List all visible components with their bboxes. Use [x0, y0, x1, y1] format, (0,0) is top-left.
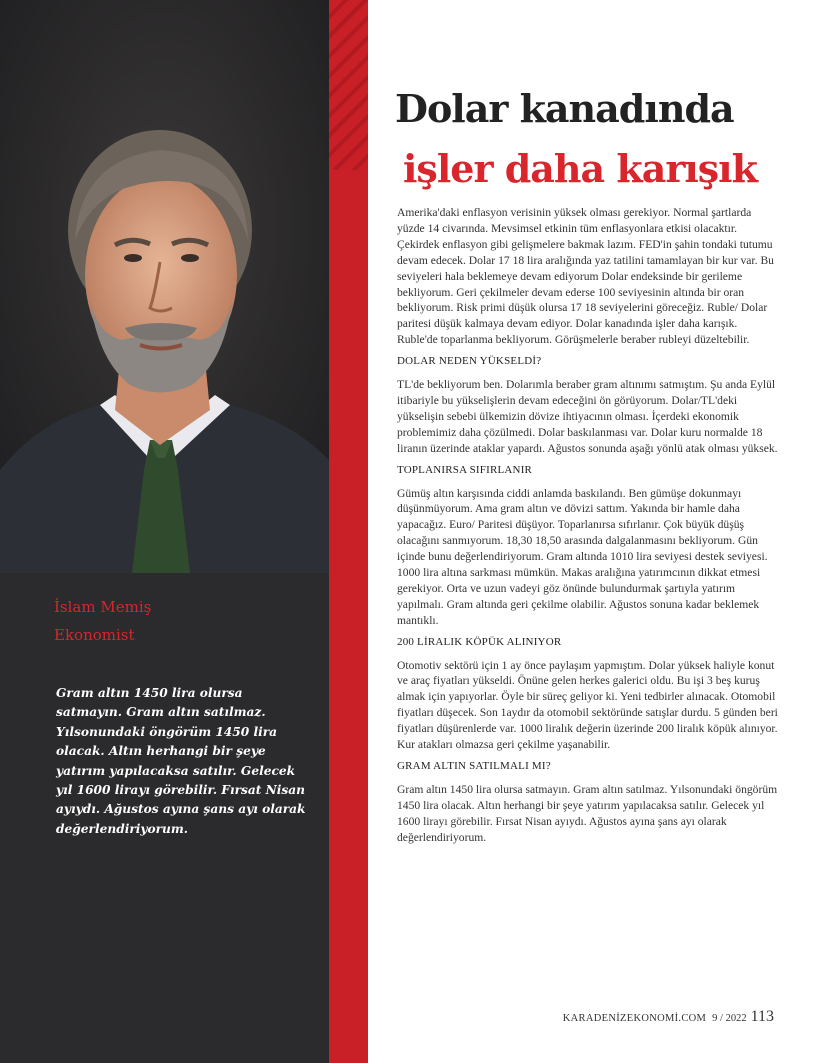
headline-line-1: Dolar kanadında — [395, 86, 734, 131]
article-body — [397, 205, 780, 852]
author-name: İslam Memiş — [54, 598, 152, 616]
section-body: Otomotiv sektörü için 1 ay önce paylaşım yapmıştım. Dolar yüksek haliyle konut ve araç fiyatları yükseldi. Önüne gelen herkes galerici oldu. Bu işi 3 beş kuruş almak için yapıyorlar. Öyle bir süreç geliyor ki. Yeni tedbirler alınacak. Otomobil fiyatları düşecek. Son 1aydır da otomobil sektöründe satışlar durdu. 5 günden beri fiyatları düşürenlerde var. 1000 liralık değerin üzerinde 200 liralık köpük alınıyor. Kur atakları olmazsa geri çekilme yaşanabilir. — [397, 658, 778, 752]
red-stripe-solid — [329, 170, 368, 1063]
article-intro: Amerika'daki enflasyon verisinin yüksek olması gerekiyor. Normal şartlarda yüzde 14 civarında. Mevsimsel etkinin tüm enflasyonlara etkisi olacaktır. Çekirdek enflasyon gibi gelişmelere bakmak lazım. FED'in şahin tondaki tutumu devam edecek. Dolar 17 18 lira aralığında yaz tatilini tamamlayan bir kur var. Bu seviyeleri hala beklemeye devam ediyorum Dolar endeksinde bir gerileme bekliyorum. Geri çekilmeler devam ederse 100 seviyesinin altında bir oran bekliyorum. Risk primi düşük olursa 17 18 seviyelerini göreceğiz. Ruble/ Dolar paritesi düşük kalmaya devam ediyor. Dolar kanadında işler daha karışık. Ruble'de toparlanma bekliyorum. Görüşmelerle beraber rubleyi düzeltebilir. — [397, 206, 774, 347]
page-number: 113 — [750, 1008, 774, 1025]
section-body: Gram altın 1450 lira olursa satmayın. Gram altın satılmaz. Yılsonundaki öngörüm 1450 lira olacak. Altın herhangi bir şeye yatırım yapılacaksa satılır. Gelecek yıl 1600 lirayı görebilir. Fırsat Nisan ayıydı. Ağustos ayına şans ayı olarak değerlendiriyorum. — [397, 782, 778, 844]
pull-quote: Gram altın 1450 lira olursa satmayın. Gram altın satılmaz. Yılsonundaki öngörüm 1450 lira olacak. Altın herhangi bir şeye yatırım yapılacaksa satılır. Gelecek yıl 1600 lirayı görebilir. Fırsat Nisan ayıydı. Ağustos ayına şans ayı olarak değerlendiriyorum. — [56, 686, 306, 836]
headline-line-2: işler daha karışık — [403, 146, 757, 191]
author-portrait — [0, 0, 329, 573]
section-heading: TOPLANIRSA SIFIRLANIR — [397, 463, 533, 476]
footer-site: KARADENİZEKONOMİ.COM — [562, 1013, 707, 1024]
footer-issue: 9 / 2022 — [712, 1013, 747, 1024]
section-heading: DOLAR NEDEN YÜKSELDİ? — [397, 355, 542, 368]
author-title: Ekonomist — [54, 626, 135, 644]
page-footer — [563, 1008, 774, 1026]
section-heading: GRAM ALTIN SATILMALI MI? — [397, 760, 551, 772]
section-heading: 200 LİRALIK KÖPÜK ALINIYOR — [397, 635, 562, 648]
section-body: TL'de bekliyorum ben. Dolarımla beraber gram altınımı satmıştım. Şu anda Eylül itibariyle bu yükselişlerin devam edeceğini ön görüyorum. Dolar/TL'deki yükselişin sebebi ülkemizin dövize ihtiyacının olması. İçerdeki ekonomik problemimiz daha çözülmedi. Dolar baskılanması var. Dolar kuru normalde 18 liranın üzerinde ataklar yapardı. Ağustos sonunda aşağı yönlü atak olması yüksek. — [397, 378, 778, 455]
section-body: Gümüş altın karşısında ciddi anlamda baskılandı. Ben gümüşe dokunmayı düşünmüyorum. Ama gram altın ve dövizi sattım. Yakında bir hamle daha yapacağız. Euro/ Paritesi düşüyor. Toparlanırsa sıfırlanır. Çok büyük düşüş olacağını sanmıyorum. 18,30 18,50 arasında dalgalanmasını bekliyorum. Gün içinde bunu değerlendiriyorum. Gram altında 1010 lira seviyesi destek seviyesi. 1000 lira altına sarkması mümkün. Makas aralığına yatırımcının dikkat etmesi gerekiyor. Orta ve uzun vadeyi göz önünde bulundurmak şartıyla yatırım yapılmalı. Gram altında geri çekilme olabilir. Ağustos sonuna kadar beklemek mantıklı. — [397, 486, 768, 627]
